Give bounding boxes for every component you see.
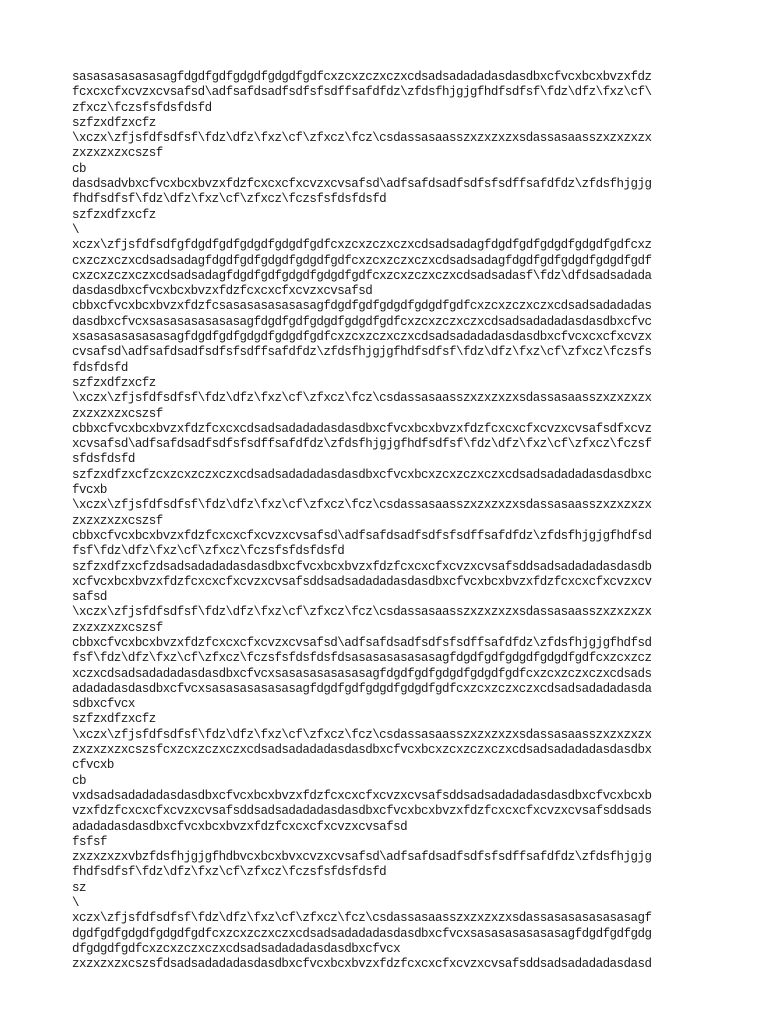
text-line: adadadasdasdbxcfvcxsasasasasasasagfdgdfgdfgdgdfgdgdfgdfcxzcxzczxczxcdsadsadadadasda xyxy=(72,681,652,696)
text-line: sfdsfdsfd xyxy=(72,452,135,467)
text-line: szfzxdfzxcfzdsadsadadadasdasdbxcfvcxbcxbvzxfdzfcxcxcfxcvzxcvsafsddsadsadadadasdasdb xyxy=(72,559,652,574)
text-line: cbbxcfvcxbcxbvzxfdzfcxcxcdsadsadadadasdasdbxcfvcxbcxbvzxfdzfcxcxcfxcvzxcvsafsdfxcvz xyxy=(72,421,652,436)
text-line: fdsfdsfd xyxy=(72,360,128,375)
text-line: \ xyxy=(72,896,79,911)
text-line: szfzxdfzxcfz xyxy=(72,712,156,727)
text-line: xczxcdsadsadadadasdasdbxcfvcxsasasasasasasagfdgdfgdfgdgdfgdgdfgdfcxzcxzczxczxcdsads xyxy=(72,666,652,681)
text-line: vxdsadsadadadasdasdbxcfvcxbcxbvzxfdzfcxcxcfxcvzxcvsafsddsadsadadadasdasdbxcfvcxbcxb xyxy=(72,788,652,803)
text-line: dasdasdbxcfvcxbcxbvzxfdzfcxcxcfxcvzxcvsafsd xyxy=(72,284,373,299)
document-body xyxy=(72,70,702,973)
text-line: szfzxdfzxcfz xyxy=(72,207,156,222)
text-line: fcxcxcfxcvzxcvsafsd\adfsafdsadfsdfsfsdffsafdfdz\zfdsfhjgjgfhdfsdfsf\fdz\dfz\fxz\cf\ xyxy=(72,85,652,100)
text-line: cfvcxb xyxy=(72,758,114,773)
text-line: cb xyxy=(72,161,86,176)
text-line: cxzczxczxcdsadsadagfdgdfgdfgdgdfgdgdfgdfcxzcxzczxczxcdsadsadagfdgdfgdfgdgdfgdgdfgdf xyxy=(72,253,652,268)
text-line: sz xyxy=(72,880,86,895)
text-line: zxzxzxzxvbzfdsfhjgjgfhdbvcxbcxbvxcvzxcvsafsd\adfsafdsadfsdfsfsdffsafdfdz\zfdsfhjgjg xyxy=(72,850,652,865)
text-line: cbbxcfvcxbcxbvzxfdzfcxcxcfxcvzxcvsafsd\adfsafdsadfsdfsfsdffsafdfdz\zfdsfhjgjgfhdfsd xyxy=(72,528,652,543)
text-line: xsasasasasasasagfdgdfgdfgdgdfgdgdfgdfcxzcxzczxczxcdsadsadadadasdasdbxcfvcxcxcfxcvzx xyxy=(72,330,652,345)
text-line: cbbxcfvcxbcxbvzxfdzfcxcxcfxcvzxcvsafsd\adfsafdsadfsdfsfsdffsafdfdz\zfdsfhjgjgfhdfsd xyxy=(72,635,652,650)
text-line: xcfvcxbcxbvzxfdzfcxcxcfxcvzxcvsafsddsadsadadadasdasdbxcfvcxbcxbvzxfdzfcxcxcfxcvzxcv xyxy=(72,574,652,589)
text-line: zxzxzxzxcszsfcxzcxzczxczxcdsadsadadadasdasdbxcfvcxbcxzcxzczxczxcdsadsadadadasdasdbx xyxy=(72,743,652,758)
text-line: \xczx\zfjsfdfsdfsf\fdz\dfz\fxz\cf\zfxcz\fcz\csdassasaasszxzxzxzxsdassasaasszxzxzxzx xyxy=(72,131,652,146)
text-line: sasasasasasasagfdgdfgdfgdgdfgdgdfgdfcxzcxzczxczxcdsadsadadadasdasdbxcfvcxbcxbvzxfdz xyxy=(72,70,652,84)
text-line: dfgdgdfgdfcxzcxzczxczxcdsadsadadadasdasdbxcfvcx xyxy=(72,941,401,956)
text-line: zxzxzxzxcszsfdsadsadadadasdasdbxcfvcxbcxbvzxfdzfcxcxcfxcvzxcvsafsddsadsadadadasdasd xyxy=(72,957,652,972)
text-line: fsf\fdz\dfz\fxz\cf\zfxcz\fczsfsfdsfdsfdsasasasasasasagfdgdfgdfgdgdfgdgdfgdfcxzcxzcz xyxy=(72,651,652,666)
text-line: fhdfsdfsf\fdz\dfz\fxz\cf\zfxcz\fczsfsfdsfdsfd xyxy=(72,865,387,880)
text-line: fvcxb xyxy=(72,483,107,498)
text-line: adadadasdasdbxcfvcxbcxbvzxfdzfcxcxcfxcvzxcvsafsd xyxy=(72,819,408,834)
text-line: vzxfdzfcxcxcfxcvzxcvsafsddsadsadadadasdasdbxcfvcxbcxbvzxfdzfcxcxcfxcvzxcvsafsddsads xyxy=(72,804,652,819)
text-line: zxzxzxzxcszsf xyxy=(72,513,163,528)
text-line: xcvsafsd\adfsafdsadfsdfsfsdffsafdfdz\zfdsfhjgjgfhdfsdfsf\fdz\dfz\fxz\cf\zfxcz\fczsf xyxy=(72,437,652,452)
text-line: xczx\zfjsfdfsdfsf\fdz\dfz\fxz\cf\zfxcz\fcz\csdassasaasszxzxzxzxsdassasasasasasasagf xyxy=(72,911,652,926)
text-line: zxzxzxzxcszsf xyxy=(72,406,163,421)
text-line: \xczx\zfjsfdfsdfsf\fdz\dfz\fxz\cf\zfxcz\fcz\csdassasaasszxzxzxzxsdassasaasszxzxzxzx xyxy=(72,498,652,513)
text-line: dgdfgdfgdgdfgdgdfgdfcxzcxzczxczxcdsadsadadadasdasdbxcfvcxsasasasasasasagfdgdfgdfgdg xyxy=(72,926,652,941)
text-line: cbbxcfvcxbcxbvzxfdzfcsasasasasasasagfdgdfgdfgdgdfgdgdfgdfcxzcxzczxczxcdsadsadadadas xyxy=(72,299,652,314)
text-line: cb xyxy=(72,773,86,788)
text-line: xczx\zfjsfdfsdfgfdgdfgdfgdgdfgdgdfgdfcxzcxzczxczxcdsadsadagfdgdfgdfgdgdfgdgdfgdfcxz xyxy=(72,238,652,253)
text-line: zfxcz\fczsfsfdsfdsfd xyxy=(72,100,212,115)
text-line: szfzxdfzxcfz xyxy=(72,375,156,390)
text-line: szfzxdfzxcfz xyxy=(72,115,156,130)
text-line: \xczx\zfjsfdfsdfsf\fdz\dfz\fxz\cf\zfxcz\fcz\csdassasaasszxzxzxzxsdassasaasszxzxzxzx xyxy=(72,605,652,620)
text-line: dasdsadvbxcfvcxbcxbvzxfdzfcxcxcfxcvzxcvsafsd\adfsafdsadfsdfsfsdffsafdfdz\zfdsfhjgjg xyxy=(72,177,652,192)
text-line: \ xyxy=(72,222,79,237)
text-line: szfzxdfzxcfzcxzcxzczxczxcdsadsadadadasdasdbxcfvcxbcxzcxzczxczxcdsadsadadadasdasdbxc xyxy=(72,467,652,482)
text-line: zxzxzxzxcszsf xyxy=(72,146,163,161)
text-line: cvsafsd\adfsafdsadfsdfsfsdffsafdfdz\zfdsfhjgjgfhdfsdfsf\fdz\dfz\fxz\cf\zfxcz\fczsfs xyxy=(72,345,652,360)
text-line: fsfsf xyxy=(72,834,107,849)
text-line: \xczx\zfjsfdfsdfsf\fdz\dfz\fxz\cf\zfxcz\fcz\csdassasaasszxzxzxzxsdassasaasszxzxzxzx xyxy=(72,391,652,406)
text-line: fsf\fdz\dfz\fxz\cf\zfxcz\fczsfsfdsfdsfd xyxy=(72,544,345,559)
text-line: zxzxzxzxcszsf xyxy=(72,620,163,635)
text-line: sdbxcfvcx xyxy=(72,697,135,712)
text-line: dasdbxcfvcxsasasasasasasagfdgdfgdfgdgdfgdgdfgdfcxzcxzczxczxcdsadsadadadasdasdbxcfvc xyxy=(72,314,652,329)
text-line: cxzcxzczxczxcdsadsadagfdgdfgdfgdgdfgdgdfgdfcxzcxzczxczxcdsadsadasf\fdz\dfdsadsadada xyxy=(72,268,652,283)
text-line: safsd xyxy=(72,590,107,605)
text-line: fhdfsdfsf\fdz\dfz\fxz\cf\zfxcz\fczsfsfdsfdsfd xyxy=(72,192,387,207)
text-line: \xczx\zfjsfdfsdfsf\fdz\dfz\fxz\cf\zfxcz\fcz\csdassasaasszxzxzxzxsdassasaasszxzxzxzx xyxy=(72,727,652,742)
